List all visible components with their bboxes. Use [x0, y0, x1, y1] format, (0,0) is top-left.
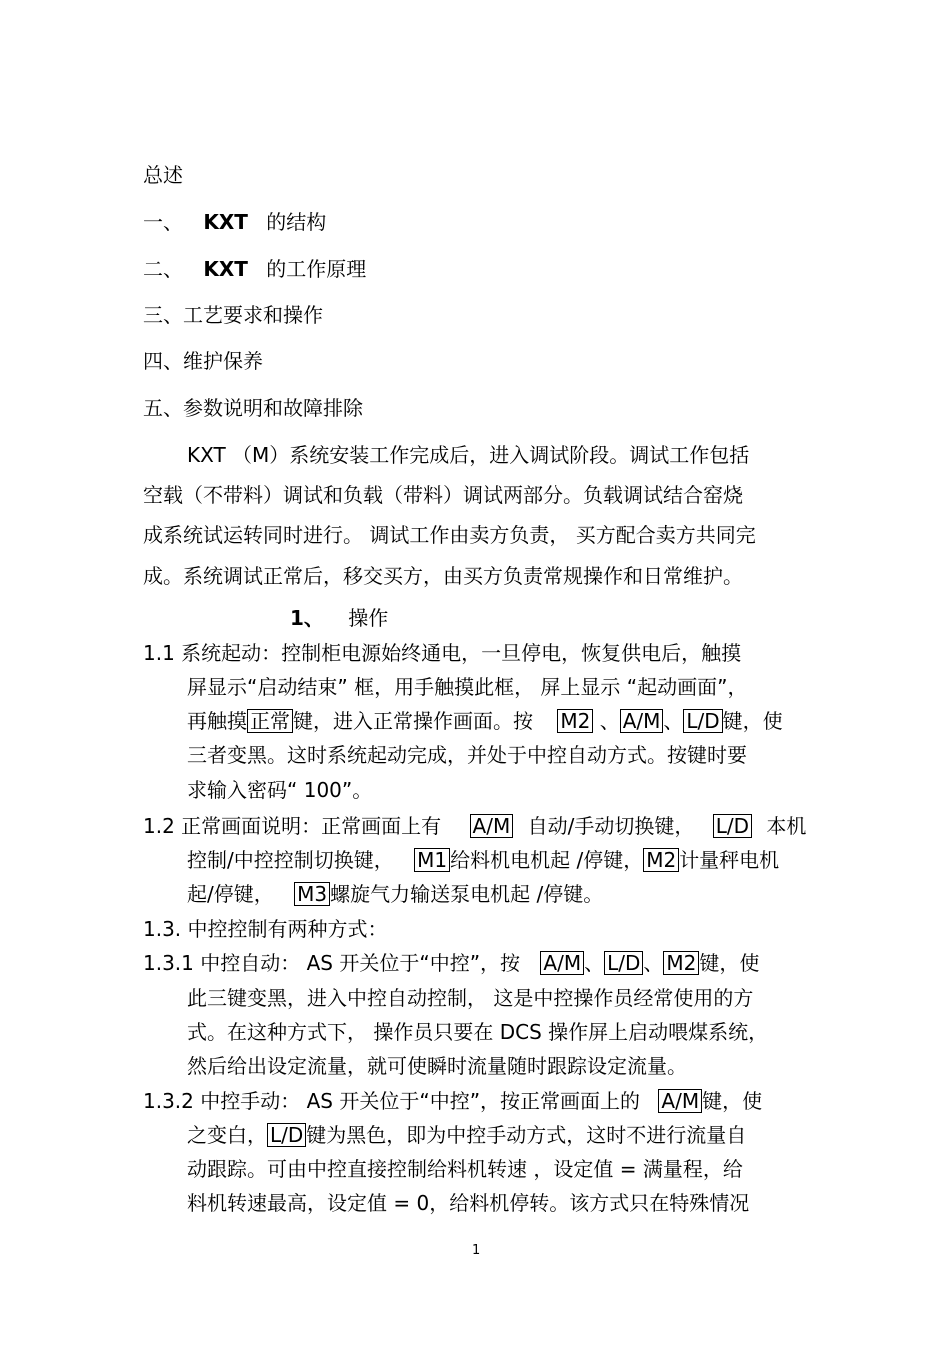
- normal-key: 正常: [247, 709, 293, 733]
- am-key: A/M: [470, 814, 514, 838]
- separator: 、: [643, 951, 664, 975]
- toc-item-2: [143, 256, 366, 282]
- ld-key: L/D: [267, 1123, 306, 1147]
- separator: 、: [584, 951, 605, 975]
- m1-key: M1: [414, 848, 450, 872]
- p12-text: 本机: [766, 814, 807, 838]
- toc-item-prefix: 二、: [143, 257, 183, 281]
- p12-text: 1.2 正常画面说明：正常画面上有: [143, 814, 442, 838]
- p132-text: 键，使: [702, 1089, 763, 1113]
- p132-line-2: [187, 1122, 746, 1148]
- p11-text: 再触摸: [187, 709, 247, 733]
- p132-line-1: [143, 1088, 762, 1114]
- section-title: 操作: [348, 606, 389, 630]
- m2-key: M2: [557, 709, 593, 733]
- p132-text: 键为黑色，即为中控手动方式，这时不进行流量自: [306, 1123, 747, 1147]
- p12-text: 螺旋气力输送泵电机起 /停键。: [330, 882, 604, 906]
- section-number: 1、: [290, 606, 324, 630]
- p12-line-1: [143, 813, 806, 839]
- p12-line-2: [187, 847, 779, 873]
- p11-text: 键，使: [722, 709, 783, 733]
- p131-line-1: [143, 950, 759, 976]
- p131-text: 1.3.1 中控自动： AS 开关位于“中控”，按: [143, 951, 521, 975]
- intro-line-2: 空载（不带料）调试和负载（带料）调试两部分。负载调试结合窑烧: [143, 483, 743, 507]
- p11-text: 键，进入正常操作画面。按: [293, 709, 533, 733]
- p12-text: 给料机电机起 /停键，: [450, 848, 644, 872]
- m2-key: M2: [643, 848, 679, 872]
- p12-line-3: [187, 881, 603, 907]
- section-heading: [290, 605, 388, 631]
- p132-text: 1.3.2 中控手动： AS 开关位于“中控”，按正常画面上的: [143, 1089, 641, 1113]
- toc-item-bold: KXT: [203, 210, 248, 234]
- p12-text: 计量秤电机: [679, 848, 780, 872]
- p131-line-2: 此三键变黑，进入中控自动控制， 这是中控操作员经常使用的方: [187, 986, 754, 1010]
- p131-line-3: 式。在这种方式下， 操作员只要在 DCS 操作屏上启动喂煤系统，: [187, 1020, 769, 1044]
- separator: 、: [663, 709, 684, 733]
- page-number: 1: [472, 1243, 481, 1258]
- am-key: A/M: [658, 1089, 702, 1113]
- p131-text: 键，使: [699, 951, 760, 975]
- p11-line-2: 屏显示“启动结束” 框，用手触摸此框， 屏上显示 “起动画面”，: [187, 675, 748, 699]
- toc-item-rest: 的工作原理: [266, 257, 367, 281]
- toc-item-4: 四、维护保养: [143, 349, 263, 373]
- toc-item-rest: 的结构: [266, 210, 327, 234]
- m2-key: M2: [663, 951, 699, 975]
- p131-line-4: 然后给出设定流量，就可使瞬时流量随时跟踪设定流量。: [187, 1054, 687, 1078]
- ld-key: L/D: [683, 709, 722, 733]
- p12-text: 控制/中控控制切换键，: [187, 848, 394, 872]
- toc-heading: 总述: [143, 163, 183, 187]
- p132-line-4: 料机转速最高，设定值 = 0，给料机停转。该方式只在特殊情况: [187, 1191, 750, 1215]
- intro-line-4: 成。系统调试正常后，移交买方，由买方负责常规操作和日常维护。: [143, 564, 743, 588]
- toc-item-1: [143, 209, 326, 235]
- p13-line: 1.3. 中控控制有两种方式：: [143, 917, 388, 941]
- p11-line-3: [187, 708, 783, 734]
- toc-item-5: 五、参数说明和故障排除: [143, 396, 363, 420]
- am-key: A/M: [620, 709, 664, 733]
- am-key: A/M: [540, 951, 584, 975]
- p11-line-1: 1.1 系统起动：控制柜电源始终通电，一旦停电，恢复供电后，触摸: [143, 641, 742, 665]
- p12-text: 自动/手动切换键，: [527, 814, 695, 838]
- ld-key: L/D: [713, 814, 752, 838]
- p132-line-3: 动跟踪。可由中控直接控制给料机转速 ，设定值 = 满量程，给: [187, 1157, 743, 1181]
- toc-item-3: 三、工艺要求和操作: [143, 303, 323, 327]
- p11-line-4: 三者变黑。这时系统起动完成，并处于中控自动方式。按键时要: [187, 743, 747, 767]
- toc-item-prefix: 一、: [143, 210, 183, 234]
- intro-line-3: 成系统试运转同时进行。 调试工作由卖方负责， 买方配合卖方共同完: [143, 523, 756, 547]
- m3-key: M3: [294, 882, 330, 906]
- toc-item-bold: KXT: [203, 257, 248, 281]
- intro-line-1: KXT （M）系统安装工作完成后，进入调试阶段。调试工作包括: [187, 443, 750, 467]
- p11-line-5: 求输入密码“ 100”。: [187, 778, 373, 802]
- separator: 、: [599, 709, 620, 733]
- p132-text: 之变白，: [187, 1123, 267, 1147]
- ld-key: L/D: [604, 951, 643, 975]
- p12-text: 起/停键，: [187, 882, 274, 906]
